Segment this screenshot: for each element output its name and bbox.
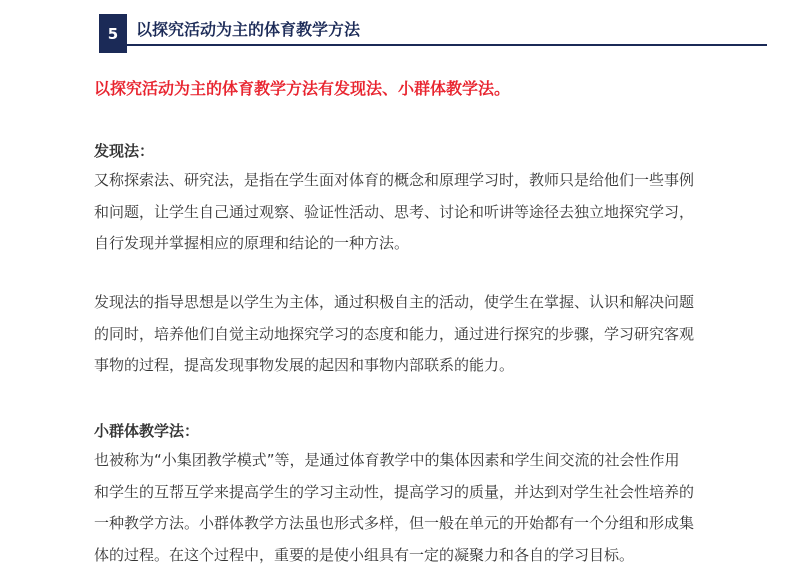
lead-statement: 以探究活动为主的体育教学方法有发现法、小群体教学法。 xyxy=(94,79,511,98)
paragraph-line: 的同时，培养他们自觉主动地探究学习的态度和能力，通过进行探究的步骤，学习研究客观 xyxy=(94,324,695,343)
paragraph-line: 体的过程。在这个过程中，重要的是使小组具有一定的凝聚力和各自的学习目标。 xyxy=(94,545,635,564)
paragraph-line: 一种教学方法。小群体教学方法虽也形式多样，但一般在单元的开始都有一个分组和形成集 xyxy=(94,514,695,532)
group-method-paragraph xyxy=(94,445,784,571)
discovery-definition-paragraph xyxy=(94,165,784,260)
discovery-method-heading: 发现法： xyxy=(94,142,155,160)
section-header xyxy=(99,8,767,48)
group-method-heading: 小群体教学法： xyxy=(94,422,200,440)
section-divider xyxy=(127,44,767,46)
discovery-principle-paragraph xyxy=(94,287,784,382)
paragraph-line: 自行发现并掌握相应的原理和结论的一种方法。 xyxy=(94,234,410,252)
paragraph-line: 事物的过程，提高发现事物发展的起因和事物内部联系的能力。 xyxy=(94,356,515,374)
paragraph-line: 发现法的指导思想是以学生为主体，通过积极自主的活动，使学生在掌握、认识和解决问题 xyxy=(94,293,695,311)
paragraph-line: 也被称为“小集团教学模式”等，是通过体育教学中的集体因素和学生间交流的社会性作用 xyxy=(94,451,680,469)
paragraph-line: 又称探索法、研究法，是指在学生面对体育的概念和原理学习时，教师只是给他们一些事例 xyxy=(94,171,695,189)
paragraph-line: 和问题，让学生自己通过观察、验证性活动、思考、讨论和听讲等途径去独立地探究学习， xyxy=(94,202,695,221)
section-number-badge: 5 xyxy=(99,14,127,53)
paragraph-line: 和学生的互帮互学来提高学生的学习主动性，提高学习的质量，并达到对学生社会性培养的 xyxy=(94,482,695,501)
section-title: 以探究活动为主的体育教学方法 xyxy=(136,20,361,39)
